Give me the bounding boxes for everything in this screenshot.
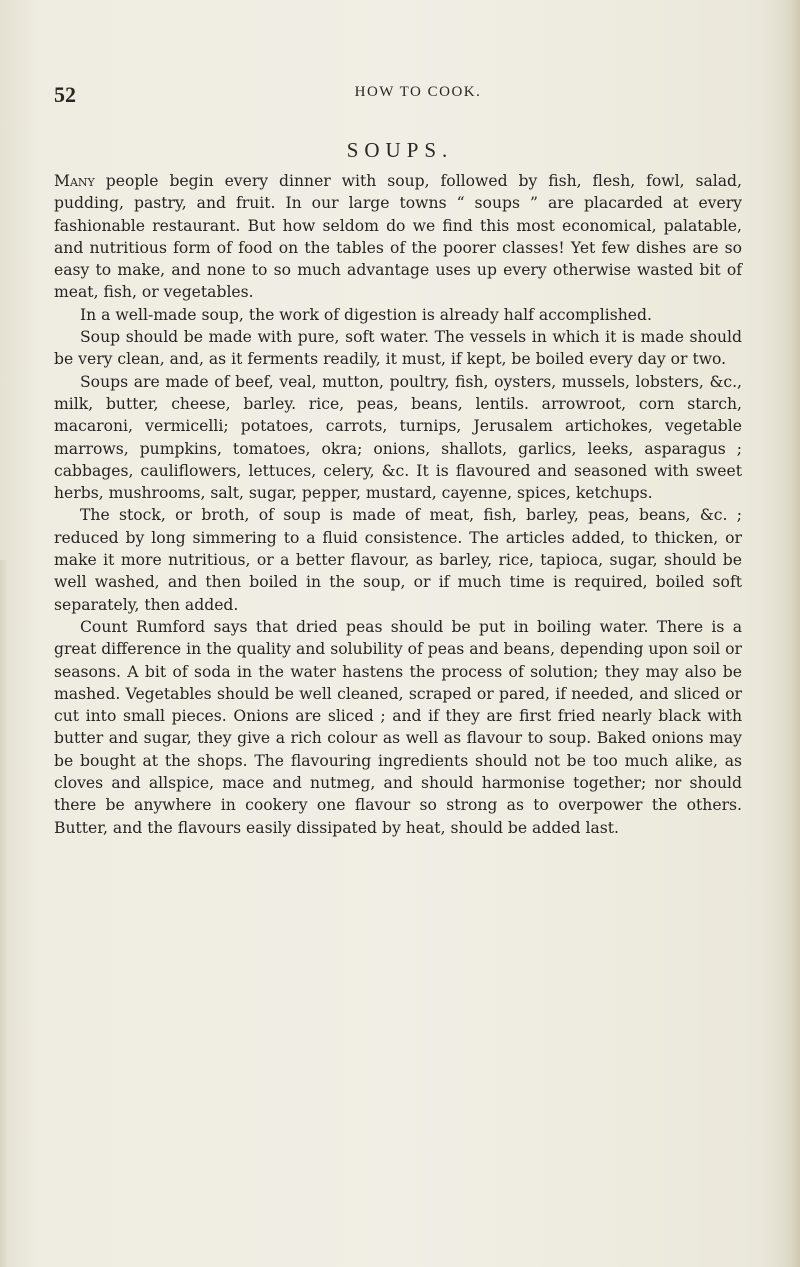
paragraph: The stock, or broth, of soup is made of meat, fish, barley, peas, beans, &c. ; reduced by long simmering to a fluid consistence. The articles added, to thicken, or make it more nutritious, or a better flavour, as barley, rice, tapioca, sugar, should be well washed, and then boiled in the soup, or if much time is required, boiled soft separately, then added. <box>54 506 742 614</box>
section-title: SOUPS. <box>346 138 454 162</box>
page-number: 52 <box>54 82 76 107</box>
body-text <box>54 170 742 839</box>
paragraph <box>54 170 742 304</box>
page-edge-shadow <box>790 0 800 1267</box>
running-head: HOW TO COOK. <box>354 84 482 100</box>
paragraph-lead: Many <box>54 172 95 190</box>
paragraph: Soups are made of beef, veal, mutton, poultry, fish, oysters, mussels, lobsters, &c., milk, butter, cheese, barley. rice, peas, beans, lentils. arrowroot, corn starch, macaroni, vermicelli; potatoes, carrots, turnips, Jerusalem artichokes, vegetable marrows, pumpkins, tomatoes, okra; onions, shallots, garlics, leeks, asparagus ; cabbages, cauliflowers, lettuces, celery, &c. It is flavoured and seasoned with sweet herbs, mushrooms, salt, sugar, pepper, mustard, cayenne, spices, ketchups. <box>54 372 742 503</box>
page-header <box>54 82 744 112</box>
paragraph: Count Rumford says that dried peas should be put in boiling water. There is a great difference in the quality and solubility of peas and beans, depending upon soil or seasons. A bit of soda in the water hastens the process of solution; they may also be mashed. Vegetables should be well cleaned, scraped or pared, if needed, and sliced or cut into small pieces. Onions are sliced ; and if they are first fried nearly black with butter and sugar, they give a rich colour as well as flavour to soup. Baked onions may be bought at the shops. The flavouring ingredients should not be too much alike, as cloves and allspice, mace and nutmeg, and should harmonise together; nor should there be anywhere in cookery one flavour so strong as to overpower the others. Butter, and the flavours easily dissipated by heat, should be added last. <box>54 617 742 837</box>
paragraph: Soup should be made with pure, soft water. The vessels in which it is made should be very clean, and, as it ferments readily, it must, if kept, be boiled every day or two. <box>54 328 742 369</box>
paragraph-text: people begin every dinner with soup, followed by fish, flesh, fowl, salad, pudding, pastry, and fruit. In our large towns “ soups ” are placarded at every fashionable restaurant. But how seldom do we find this most economical, palatable, and nutritious form of food on the tables of the poorer classes! Yet few dishes are so easy to make, and none to so much advantage uses up every otherwise wasted bit of meat, fish, or vegetables. <box>54 172 742 302</box>
paragraph: In a well-made soup, the work of digestion is already half accomplished. <box>80 305 652 324</box>
page-gutter-shadow <box>0 560 8 1267</box>
